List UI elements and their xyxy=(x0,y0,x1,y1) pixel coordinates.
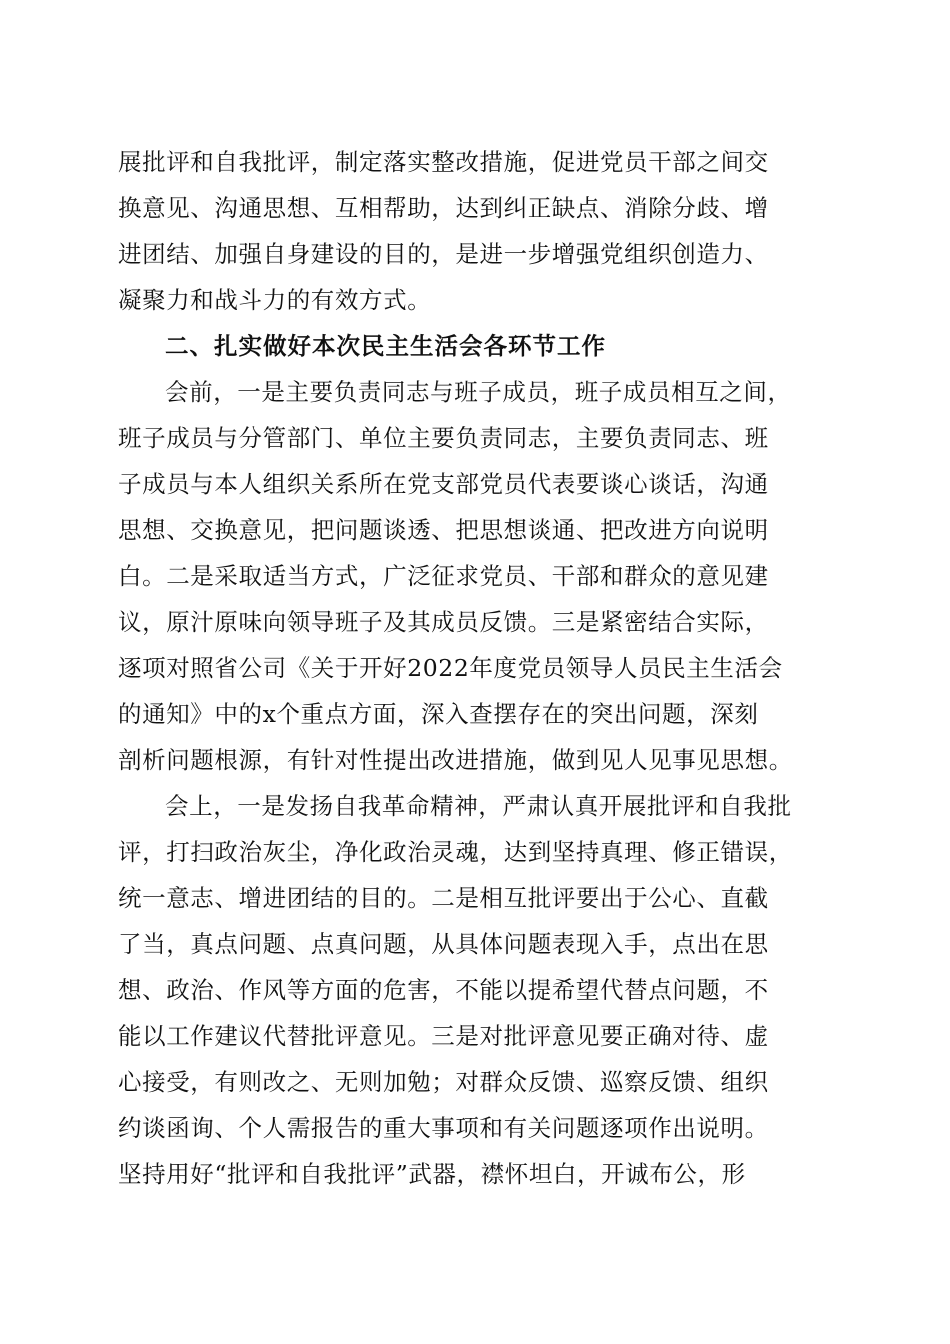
body-line: 统一意志、增进团结的目的。二是相互批评要出于公心、直截 xyxy=(118,884,769,912)
paragraph-first-line: 会前，一是主要负责同志与班子成员，班子成员相互之间， xyxy=(165,378,792,406)
section-heading: 二、扎实做好本次民主生活会各环节工作 xyxy=(165,332,606,360)
body-line: 了当，真点问题、点真问题，从具体问题表现入手，点出在思 xyxy=(118,930,769,958)
body-line: 约谈函询、个人需报告的重大事项和有关问题逐项作出说明。 xyxy=(118,1114,769,1142)
body-line: 能以工作建议代替批评意见。三是对批评意见要正确对待、虚 xyxy=(118,1022,769,1050)
body-line: 坚持用好“批评和自我批评”武器，襟怀坦白，开诚布公，形 xyxy=(118,1160,746,1188)
body-line: 议，原汁原味向领导班子及其成员反馈。三是紧密结合实际， xyxy=(118,608,769,636)
body-line: 思想、交换意见，把问题谈透、把思想谈通、把改进方向说明 xyxy=(118,516,769,544)
body-line: 想、政治、作风等方面的危害，不能以提希望代替点问题，不 xyxy=(118,976,769,1004)
paragraph-first-line: 会上，一是发扬自我革命精神，严肃认真开展批评和自我批 xyxy=(165,792,792,820)
body-line: 剖析问题根源，有针对性提出改进措施，做到见人见事见思想。 xyxy=(118,746,793,774)
body-line: 换意见、沟通思想、互相帮助，达到纠正缺点、消除分歧、增 xyxy=(118,194,769,222)
body-line: 凝聚力和战斗力的有效方式。 xyxy=(118,286,432,314)
body-line: 心接受，有则改之、无则加勉；对群众反馈、巡察反馈、组织 xyxy=(118,1068,769,1096)
body-line: 评，打扫政治灰尘，净化政治灵魂，达到坚持真理、修正错误， xyxy=(118,838,793,866)
body-line: 进团结、加强自身建设的目的，是进一步增强党组织创造力、 xyxy=(118,240,769,268)
body-line: 子成员与本人组织关系所在党支部党员代表要谈心谈话，沟通 xyxy=(118,470,769,498)
body-line: 班子成员与分管部门、单位主要负责同志，主要负责同志、班 xyxy=(118,424,769,452)
body-line: 逐项对照省公司《关于开好2022年度党员领导人员民主生活会 xyxy=(118,654,783,682)
body-line: 展批评和自我批评，制定落实整改措施，促进党员干部之间交 xyxy=(118,148,769,176)
body-line: 白。二是采取适当方式，广泛征求党员、干部和群众的意见建 xyxy=(118,562,769,590)
body-line: 的通知》中的x个重点方面，深入查摆存在的突出问题，深刻 xyxy=(118,700,759,728)
